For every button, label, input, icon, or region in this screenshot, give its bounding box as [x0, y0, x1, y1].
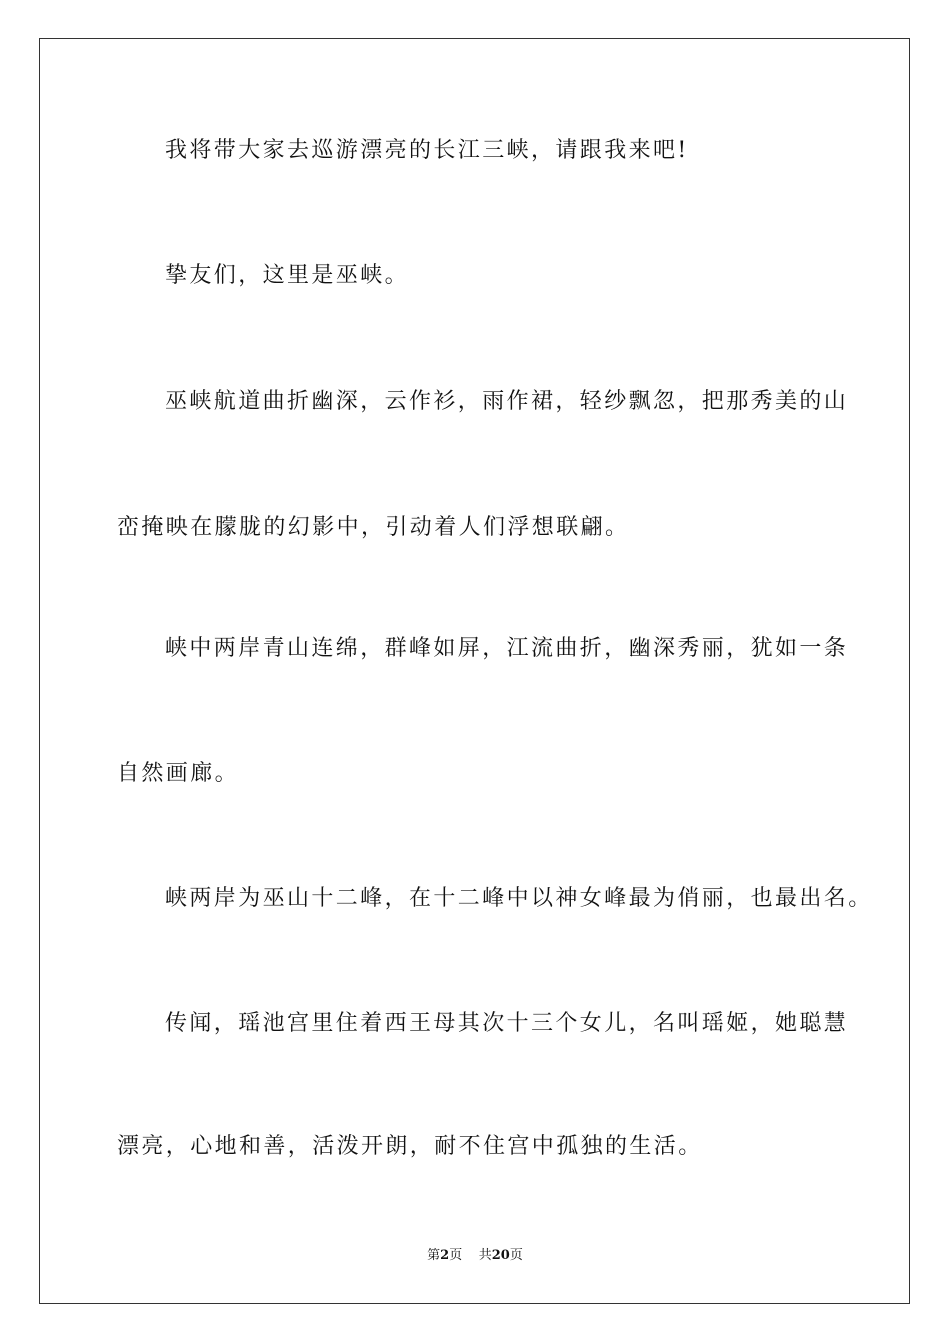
total-page-number: 20 [491, 1248, 510, 1263]
footer-prefix: 第 [427, 1248, 441, 1263]
text-line-9: 漂亮，心地和善，活泼开朗，耐不住宫中孤独的生活。 [117, 1134, 703, 1159]
page-border [39, 38, 910, 1304]
text-line-2: 挚友们，这里是巫峡。 [165, 263, 410, 288]
text-line-6: 自然画廊。 [117, 761, 240, 786]
text-line-5: 峡中两岸青山连绵，群峰如屏，江流曲折，幽深秀丽，犹如一条 [165, 636, 849, 661]
page-footer [0, 1248, 950, 1264]
current-page-number: 2 [440, 1248, 450, 1263]
text-line-7: 峡两岸为巫山十二峰，在十二峰中以神女峰最为俏丽，也最出名。 [165, 886, 873, 911]
footer-total-prefix: 共 [478, 1248, 492, 1263]
footer-page-word: 页 [449, 1248, 463, 1263]
text-line-8: 传闻，瑶池宫里住着西王母其次十三个女儿，名叫瑶姬，她聪慧 [165, 1011, 849, 1036]
text-line-3: 巫峡航道曲折幽深，云作衫，雨作裙，轻纱飘忽，把那秀美的山 [165, 389, 849, 414]
text-line-4: 峦掩映在朦胧的幻影中，引动着人们浮想联翩。 [117, 515, 630, 540]
text-line-1: 我将带大家去巡游漂亮的长江三峡，请跟我来吧! [165, 138, 689, 163]
footer-total-suffix: 页 [509, 1248, 523, 1263]
